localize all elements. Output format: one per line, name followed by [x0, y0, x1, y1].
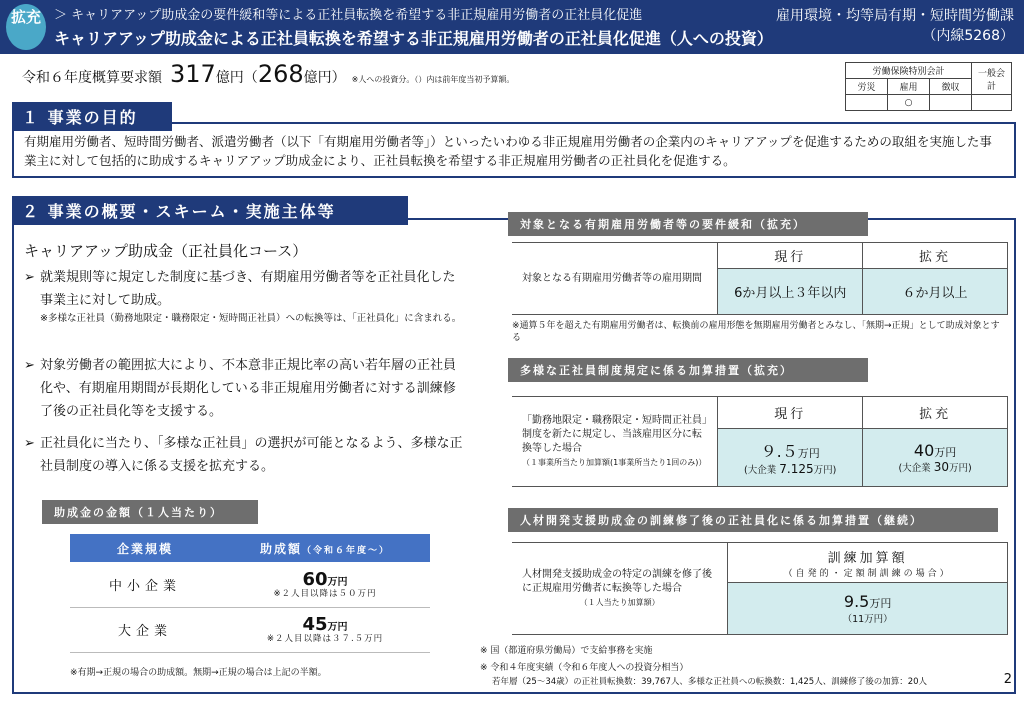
table-row [70, 607, 430, 652]
department-info [776, 6, 1014, 46]
budget-prev-amount: 268 [257, 60, 304, 88]
section1-title: １ 事業の目的 [12, 102, 172, 131]
course-title: キャリアアップ助成金（正社員化コース） [24, 242, 308, 260]
header-subtitle: ＞ キャリアアップ助成金の要件緩和等による正社員転換を希望する非正規雇用労働者の正社員化促進 [54, 8, 643, 23]
block3-unit: 万円 [869, 597, 892, 610]
special-account-header: 労働保険特別会計 [846, 63, 972, 79]
bullet-text: 就業規則等に規定した制度に基づき、有期雇用労働者等を正社員化した事業主に対して助成。 [40, 270, 456, 308]
section1-body: 有期雇用労働者、短時間労働者、派遣労働者（以下「有期雇用労働者等」）といったいわゆる非正規雇用労働者の企業内のキャリアアップを促進するための取組を実施した事業主に対して包括的に助成するキャリアアップ助成金により、正社員転換を希望する非正規雇用労働者の正社員化を促進する。 [12, 124, 1016, 178]
block2-expanded-sub: 30 [933, 460, 949, 474]
row-size: 大企業 [70, 607, 220, 652]
block3-sub: （11万円） [842, 614, 893, 625]
page-title: キャリアアップ助成金による正社員転換を希望する非正規雇用労働者の正社員化促進（人への投資） [54, 29, 773, 48]
extension-number: （内線5268） [922, 28, 1014, 44]
amount-footnote: ※有期→正規の場合の助成額。無期→正規の場合は上記の半額。 [70, 668, 327, 678]
amount-note: ※２人目以降は５０万円 [273, 588, 377, 599]
block2-expanded-amount: 40 [913, 441, 935, 460]
amount-col-amount-label: 助成額 [259, 541, 302, 556]
bullet-text: 対象労働者の範囲拡大により、不本意非正規比率の高い若年層の正社員化や、有期雇用期間が長期化している非正規雇用労働者に対する訓練修了後の正社員化等を支援する。 [40, 358, 457, 419]
block3-table [512, 542, 1008, 635]
block3-desc-note: （１人当たり加算額） [579, 597, 660, 607]
bullet-item [24, 266, 464, 326]
block1-note: ※通算５年を超えた有期雇用労働者は、転換前の雇用形態を無期雇用労働者とみなし、「無期→正規」として助成対象とする [512, 321, 1000, 343]
header-band [0, 0, 1024, 54]
page-number: 2 [1003, 672, 1012, 687]
block2-current-amount: ９.５ [760, 442, 798, 461]
budget-note: ※人への投資分。（）内は前年度当初予算額。 [351, 75, 515, 84]
section2-title: ２ 事業の概要・スキーム・実施主体等 [12, 196, 408, 225]
block2-current-sub-label: (大企業 [744, 465, 780, 476]
block3-col-title: 訓練加算額 [827, 550, 908, 566]
block2-col-expanded: 拡充 [863, 397, 1008, 429]
block2-desc [512, 397, 718, 487]
block2-desc-text: 「勤務地限定・職務限定・短時間正社員」制度を新たに規定し、当該雇用区分に転換等した場合 [522, 414, 707, 454]
block1-desc: 対象となる有期雇用労働者等の雇用期間 [512, 243, 718, 315]
bullet-item [24, 432, 464, 478]
account-col-rousai: 労災 [846, 79, 888, 95]
amount-unit: 万円 [327, 622, 348, 633]
department-name: 雇用環境・均等局有期・短時間労働課 [776, 8, 1014, 24]
account-col-koyou: 雇用 [888, 79, 930, 95]
bullet-marker: ➢ [24, 270, 35, 285]
block2-expanded-sub-label: (大企業 [898, 463, 934, 474]
block2-label: 多様な正社員制度規定に係る加算措置（拡充） [508, 358, 868, 382]
block1-val-expanded: ６か月以上 [863, 269, 1008, 315]
amount-value: 60 [302, 568, 328, 590]
amount-note: ※２人目以降は３７.５万円 [266, 634, 384, 644]
block2-expanded-sub-unit: 万円) [948, 463, 972, 474]
block2-col-current: 現行 [718, 397, 863, 429]
block2-desc-note: （１事業所当たり加算額(1事業所当たり1回のみ)） [522, 457, 707, 467]
block2-val-current [718, 429, 863, 487]
block1-col-expanded: 拡充 [863, 243, 1008, 269]
block1-val-current: 6か月以上３年以内 [718, 269, 863, 315]
table-row [70, 562, 430, 607]
amount-label: 助成金の金額（１人当たり） [42, 500, 258, 524]
bullet-note: ※多様な正社員（勤務地限定・職務限定・短時間正社員）への転換等は、「正社員化」に含まれる。 [40, 313, 462, 324]
block3-val [728, 583, 1008, 635]
right-note-3: 若年層（25～34歳）の正社員転換数：39,767人、多様な正社員への転換数：1,425人、訓練修了後の加算：20人 [492, 677, 928, 687]
block3-amount: 9.5 [843, 592, 870, 611]
block1-label: 対象となる有期雇用労働者等の要件緩和（拡充） [508, 212, 868, 236]
block3-label: 人材開発支援助成金の訓練修了後の正社員化に係る加算措置（継続） [508, 508, 998, 532]
block3-desc [512, 543, 728, 635]
block2-current-sub: 7.125 [779, 462, 814, 476]
amount-unit: 万円 [327, 576, 348, 588]
block2-val-expanded [863, 429, 1008, 487]
account-mark-koyou: ○ [888, 95, 930, 111]
block2-expanded-unit: 万円 [934, 446, 957, 459]
budget-line [22, 60, 514, 88]
amount-col-amount [220, 534, 430, 562]
right-note-2: ※ 令和４年度実績（令和６年度人への投資分相当） [480, 663, 689, 673]
block3-col-sub: （自発的・定額制訓練の場合） [783, 568, 952, 579]
account-mark-general [972, 95, 1012, 111]
bullet-text: 正社員化に当たり、「多様な正社員」の選択が可能となるよう、多様な正社員制度の導入に係る支援を拡充する。 [40, 436, 463, 474]
expansion-badge: 拡充 [6, 4, 46, 50]
row-size: 中小企業 [70, 562, 220, 607]
row-amount [220, 607, 430, 652]
amount-table [70, 534, 430, 653]
amount-col-size: 企業規模 [70, 534, 220, 562]
bullet-marker: ➢ [24, 436, 35, 451]
block1-col-current: 現行 [718, 243, 863, 269]
block2-table [512, 396, 1008, 487]
block3-desc-text: 人材開発支援助成金の特定の訓練を修了後に正規雇用労働者に転換等した場合 [522, 568, 712, 594]
block1-table [512, 242, 1008, 315]
general-account-header: 一般会計 [972, 63, 1012, 95]
bullet-item [24, 354, 464, 423]
budget-prev-unit: 億円） [303, 70, 346, 86]
budget-label: 令和６年度概算要求額 [22, 70, 162, 86]
amount-value: 45 [302, 614, 328, 635]
right-note-1: ※ 国（都道府県労働局）で支給事務を実施 [480, 646, 653, 656]
block2-current-unit: 万円 [797, 447, 820, 460]
account-mark-choushuu [930, 95, 972, 111]
block3-col-header [728, 543, 1008, 583]
row-amount [220, 562, 430, 607]
account-mark-rousai [846, 95, 888, 111]
budget-amount: 317 [170, 60, 216, 88]
amount-col-amount-period: （令和６年度～） [302, 545, 391, 556]
bullet-marker: ➢ [24, 358, 35, 373]
account-col-choushuu: 徴収 [930, 79, 972, 95]
block2-current-sub-unit: 万円) [813, 465, 837, 476]
budget-unit: 億円（ [215, 70, 258, 86]
account-table [845, 62, 1012, 111]
